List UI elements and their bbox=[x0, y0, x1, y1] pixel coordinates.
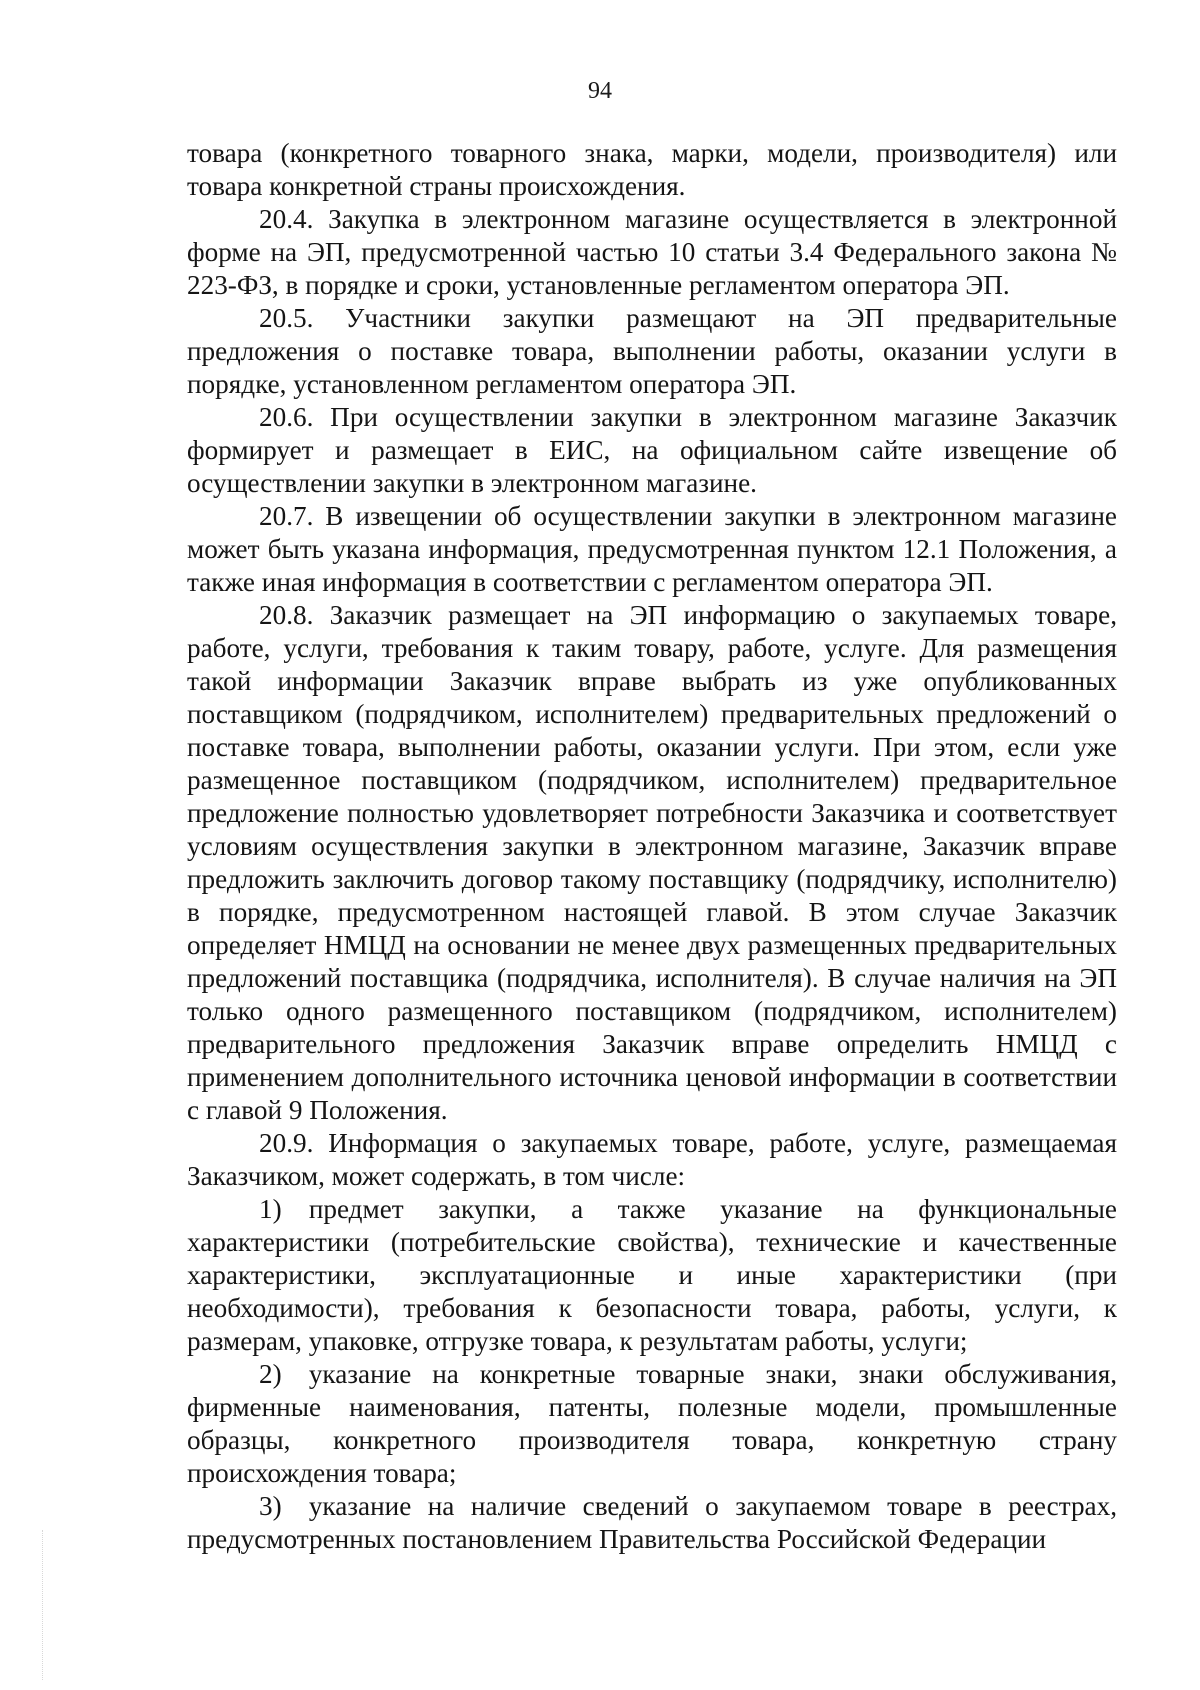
paragraph-20-7: 20.7. В извещении об осуществлении закупки в электронном магазине может быть указана информация, предусмотренная пунктом 12.1 Положения, а также иная информация в соответствии с регламентом оператора ЭП. bbox=[187, 501, 1117, 597]
list-item-1: 1) предмет закупки, а также указание на функциональные характеристики (потребительские свойства), технические и качественные характеристики, эксплуатационные и иные характеристики (при необходимости), требования к безопасности товара, работы, услуги, к размерам, упаковке, отгрузке товара, к результатам работы, услуги; bbox=[187, 1194, 1117, 1356]
list-item-2: 2) указание на конкретные товарные знаки, знаки обслуживания, фирменные наименования, патенты, полезные модели, промышленные образцы, конкретного производителя товара, конкретную страну происхождения товара; bbox=[187, 1359, 1117, 1488]
paragraph-20-5: 20.5. Участники закупки размещают на ЭП предварительные предложения о поставке товара, выполнении работы, оказании услуги в порядке, установленном регламентом оператора ЭП. bbox=[187, 303, 1117, 399]
page-number: 94 bbox=[588, 78, 612, 104]
paragraph-20-6: 20.6. При осуществлении закупки в электронном магазине Заказчик формирует и размещает в ЕИС, на официальном сайте извещение об осуществлении закупки в электронном магазине. bbox=[187, 402, 1117, 498]
paragraph-20-8: 20.8. Заказчик размещает на ЭП информацию о закупаемых товаре, работе, услуги, требования к таким товару, работе, услуге. Для размещения такой информации Заказчик вправе выбрать из уже опубликованных поставщиком (подрядчиком, исполнителем) предварительных предложений о поставке товара, выполнении работы, оказании услуги. При этом, если уже размещенное поставщиком (подрядчиком, исполнителем) предварительное предложение полностью удовлетворяет потребности Заказчика и соответствует условиям осуществления закупки в электронном магазине, Заказчик вправе предложить заключить договор такому поставщику (подрядчику, исполнителю) в порядке, предусмотренном настоящей главой. В этом случае Заказчик определяет НМЦД на основании не менее двух размещенных предварительных предложений поставщика (подрядчика, исполнителя). В случае наличия на ЭП только одного размещенного поставщиком (подрядчиком, исполнителем) предварительного предложения Заказчик вправе определить НМЦД с применением дополнительного источника ценовой информации в соответствии с главой 9 Положения. bbox=[187, 600, 1117, 1125]
paragraph-20-4: 20.4. Закупка в электронном магазине осуществляется в электронной форме на ЭП, предусмотренной частью 10 статьи 3.4 Федерального закона № 223-ФЗ, в порядке и сроки, установленные регламентом оператора ЭП. bbox=[187, 204, 1117, 300]
paragraph-20-9: 20.9. Информация о закупаемых товаре, работе, услуге, размещаемая Заказчиком, может содержать, в том числе: bbox=[187, 1128, 1117, 1191]
scan-margin-mark bbox=[42, 1530, 45, 1680]
paragraph-continuation: товара (конкретного товарного знака, марки, модели, производителя) или товара конкретной страны происхождения. bbox=[187, 138, 1117, 201]
list-item-3: 3) указание на наличие сведений о закупаемом товаре в реестрах, предусмотренных постановлением Правительства Российской Федерации bbox=[187, 1491, 1117, 1554]
document-body bbox=[187, 137, 1117, 1556]
